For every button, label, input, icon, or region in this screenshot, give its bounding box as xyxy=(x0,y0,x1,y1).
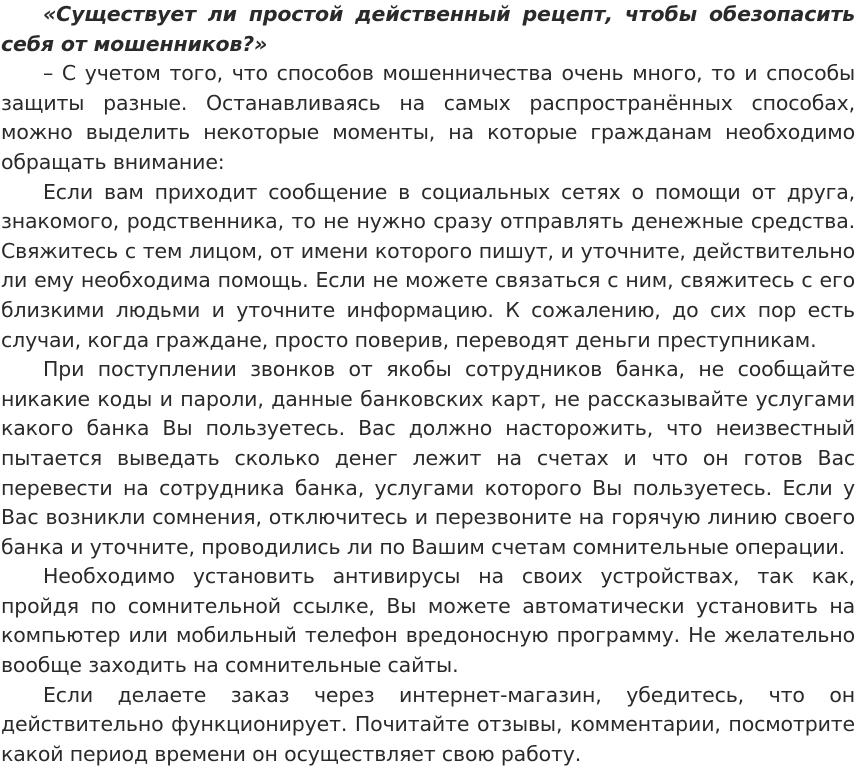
paragraph-bank-calls: При поступлении звонков от якобы сотрудников банка, не сообщайте никакие коды и пароли, данные банковских карт, не рассказывайте услугами какого банка Вы пользуетесь. Вас должно насторожить, что неизвестный пытается выведать сколько денег лежит на счетах и что он готов Вас перевести на сотрудника банка, услугами которого Вы пользуетесь. Если у Вас возникли сомнения, отключитесь и перезвоните на горячую линию своего банка и уточните, проводились ли по Вашим счетам сомнительные операции. xyxy=(1,357,855,559)
paragraph-social-networks: Если вам приходит сообщение в социальных сетях о помощи от друга, знакомого, родственника, то не нужно сразу отправлять денежные средства. Свяжитесь с тем лицом, от имени которого пишут, и уточните, действительно ли ему необходима помощь. Если не можете связаться с ним, свяжитесь с его близкими людьми и уточните информацию. К сожалению, до сих пор есть случаи, когда граждане, просто поверив, переводят деньги преступникам. xyxy=(1,179,855,352)
answer-paragraph-intro: – С учетом того, что способов мошенничества очень много, то и способы защиты разные. Останавливаясь на самых распространённых способах, можно выделить некоторые моменты, на которые гражданам необходимо обращать внимание: xyxy=(1,61,855,174)
paragraph-online-shop: Если делаете заказ через интернет-магазин, убедитесь, что он действительно функционирует. Почитайте отзывы, комментарии, посмотрите какой период времени он осуществляет свою работу. xyxy=(1,682,855,766)
interview-question: «Существует ли простой действенный рецепт, чтобы обезопасить себя от мошенников?» xyxy=(1,2,855,56)
paragraph-antivirus: Необходимо установить антивирусы на своих устройствах, так как, пройдя по сомнительной ссылке, Вы можете автоматически установить на компьютер или мобильный телефон вредоносную программу. Не желательно вообще заходить на сомнительные сайты. xyxy=(1,564,855,678)
